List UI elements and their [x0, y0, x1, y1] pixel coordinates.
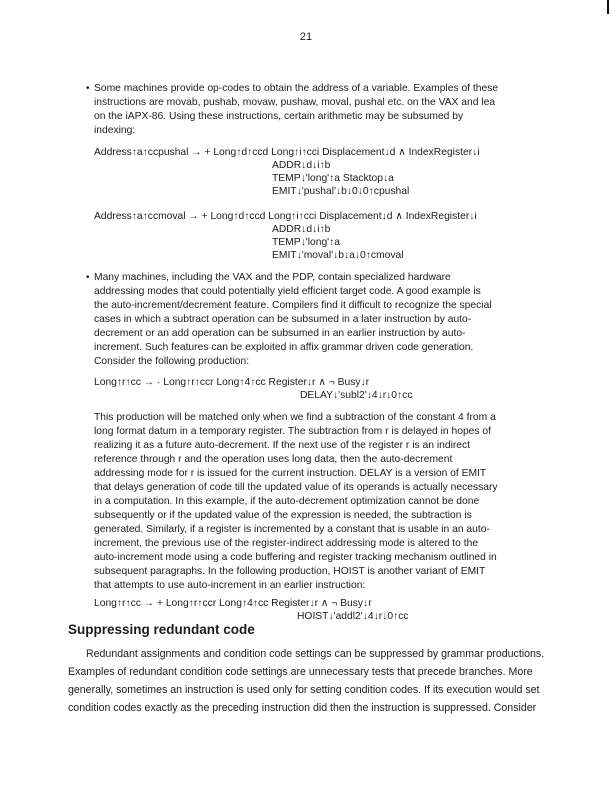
page-edge-mark — [607, 0, 609, 14]
paragraph-line: in a computation. In this example, if the auto-decrement optimization cannot be done — [94, 496, 480, 507]
paragraph-line: addressing mode for r is issued for the current instruction. DELAY is a version of EMIT — [94, 468, 487, 479]
paragraph-line: on the iAPX-86. Using these instructions, certain arithmetic may be subsumed by — [94, 111, 464, 122]
production-line: EMIT↓'pushal'↓b↓0↓0↑cpushal — [272, 186, 410, 197]
paragraph-line: instructions are movab, pushab, movaw, pushaw, moval, pushal etc. on the VAX and lea — [94, 97, 496, 108]
paragraph-line: increment, the previous use of the register-indirect addressing mode is altered to the — [94, 538, 479, 549]
paragraph-line: increment. Such features can be exploited in affix grammar driven code generation. — [94, 342, 474, 353]
production-line: ADDR↓d↓i↑b — [272, 224, 331, 235]
paragraph-line: long format datum in a temporary register. The subtraction from r is delayed in hopes of — [94, 426, 492, 437]
bullet-dot: • — [86, 83, 90, 94]
bullet-dot: • — [86, 272, 90, 283]
production-line: DELAY↓'subl2'↓4↓r↓0↑cc — [300, 390, 413, 401]
paragraph-line: Consider the following production: — [94, 356, 250, 367]
paragraph-line: that attempts to use auto-increment in an earlier instruction: — [94, 580, 366, 591]
paragraph-line: reference through r and the operation uses long data, then the auto-decrement — [94, 454, 453, 465]
paragraph-line: condition codes exactly as the preceding instruction did then the instruction is suppressed. Consider — [68, 702, 537, 714]
paragraph-line: Examples of redundant condition code settings are unnecessary tests that precede branches. More — [68, 666, 533, 678]
production-line: TEMP↓'long'↑a Stacktop↓a — [272, 173, 394, 184]
production-line: ADDR↓d↓i↑b — [272, 160, 331, 171]
paragraph-line: generated. Similarly, if a register is incremented by a constant that is usable in an auto- — [94, 524, 490, 535]
paragraph-line: the auto-increment/decrement feature. Compilers find it difficult to recognize the special — [94, 300, 492, 311]
production-head: Address↑a↑ccpushal → + Long↑d↑ccd Long↑i↑cci Displacement↓d ∧ IndexRegister↓i — [94, 147, 480, 158]
paragraph-line: auto-increment mode using a code buffering and register tracking mechanism outlined in — [94, 552, 497, 563]
production-line: EMIT↓'moval'↓b↓a↓0↑cmoval — [272, 250, 404, 261]
paragraph-line: indexing: — [94, 125, 136, 136]
paragraph-line: This production will be matched only when we find a subtraction of the constant 4 from a — [94, 412, 496, 423]
paragraph-line: addressing modes that could potentially yield efficient target code. A good example is — [94, 286, 481, 297]
paragraph-line: that delays generation of code till the updated value of its operands is actually necessary — [94, 482, 498, 493]
production-head: Long↑r↑cc → · Long↑r↑ccr Long↑4↑cc Register↓r ∧ ¬ Busy↓r — [94, 377, 370, 388]
paragraph-line: realizing it as a future auto-decrement. If the next use of the register r is an indirect — [94, 440, 471, 451]
production-head: Long↑r↑cc → + Long↑r↑ccr Long↑4↑cc Register↓r ∧ ¬ Busy↓r — [94, 598, 372, 609]
paragraph-line: Some machines provide op-codes to obtain the address of a variable. Examples of these — [94, 83, 499, 94]
paragraph-line: subsequent paragraphs. In the following production, HOIST is another variant of EMIT — [94, 566, 486, 577]
production-line: TEMP↓'long'↑a — [272, 237, 341, 248]
section-heading: Suppressing redundant code — [68, 622, 255, 637]
paragraph-line: Many machines, including the VAX and the PDP, contain specialized hardware — [94, 272, 451, 283]
paragraph-line: generally, sometimes an instruction is used only for setting condition codes. If its execution would set — [68, 684, 540, 696]
paragraph-line: cases in which a subtract operation can be subsumed in a later instruction by auto- — [94, 314, 472, 325]
paragraph-line: decrement or an add operation can be subsumed in an earlier instruction by auto- — [94, 328, 466, 339]
production-head: Address↑a↑ccmoval → + Long↑d↑ccd Long↑i↑cci Displacement↓d ∧ IndexRegister↓i — [94, 211, 477, 222]
production-line: HOIST↓'addl2'↓4↓r↓0↑cc — [297, 611, 409, 622]
paragraph-line: subsequently or if the updated value of the expression is needed, the subtraction is — [94, 510, 472, 521]
paragraph-line: Redundant assignments and condition code settings can be suppressed by grammar productions. — [86, 648, 545, 660]
page-number: 21 — [299, 31, 313, 43]
